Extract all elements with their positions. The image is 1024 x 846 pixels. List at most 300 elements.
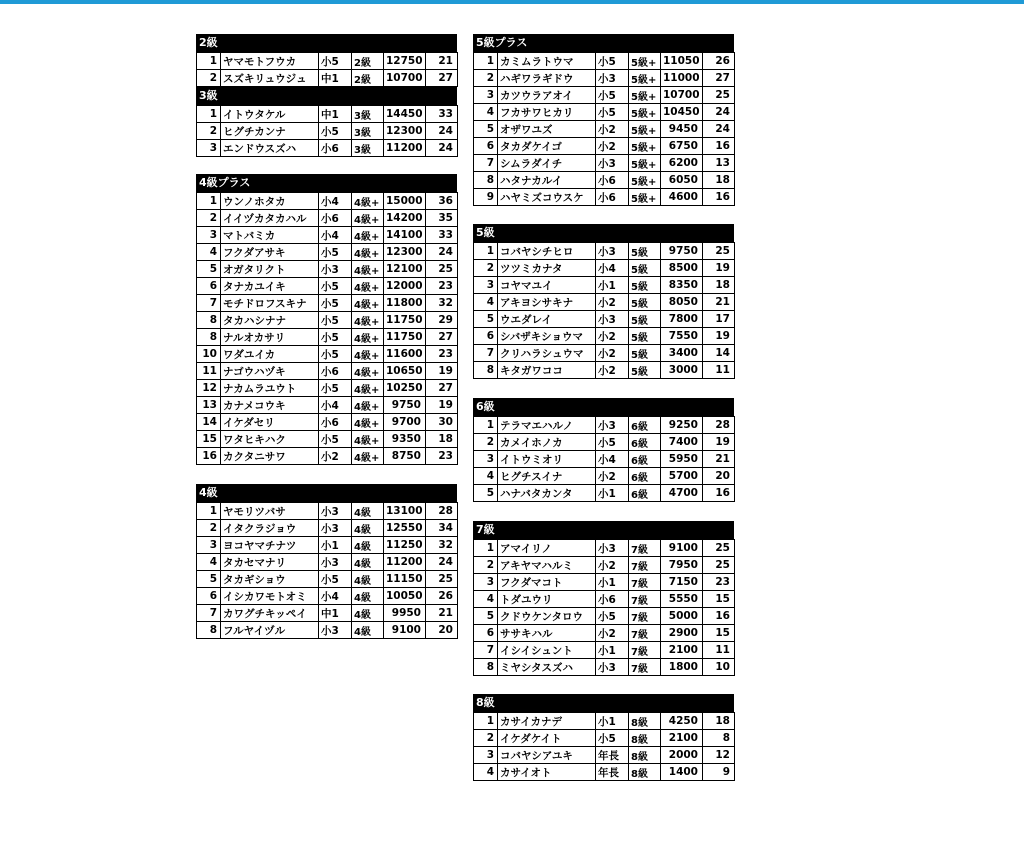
table-row (197, 622, 458, 639)
points-cell: 5700 (661, 468, 703, 485)
rank-cell: 8 (197, 329, 221, 346)
rank-cell: 4 (474, 591, 498, 608)
section-kyu5plus (473, 34, 734, 206)
level-cell: 8級 (629, 764, 661, 781)
age-cell: 33 (426, 106, 458, 123)
age-cell: 29 (426, 312, 458, 329)
name-cell: カメイホノカ (498, 434, 596, 451)
name-cell: ワタヒキハク (221, 431, 319, 448)
table-row (474, 104, 735, 121)
age-cell: 19 (426, 363, 458, 380)
name-cell: ツツミカナタ (498, 260, 596, 277)
name-cell: カサイオト (498, 764, 596, 781)
grade-cell: 中1 (319, 605, 352, 622)
table-row (474, 345, 735, 362)
section-title: 3級 (196, 87, 457, 105)
level-cell: 4級+ (352, 312, 384, 329)
name-cell: ウエダレイ (498, 311, 596, 328)
name-cell: イケダセリ (221, 414, 319, 431)
level-cell: 4級+ (352, 210, 384, 227)
name-cell: コヤマユイ (498, 277, 596, 294)
table-row (197, 431, 458, 448)
ranking-table (196, 192, 458, 465)
points-cell: 11750 (384, 329, 426, 346)
table-row (197, 537, 458, 554)
age-cell: 24 (703, 121, 735, 138)
name-cell: シバザキショウマ (498, 328, 596, 345)
name-cell: イタクラジョウ (221, 520, 319, 537)
rank-cell: 6 (197, 588, 221, 605)
level-cell: 4級 (352, 571, 384, 588)
level-cell: 4級+ (352, 329, 384, 346)
age-cell: 16 (703, 485, 735, 502)
age-cell: 24 (426, 244, 458, 261)
level-cell: 7級 (629, 642, 661, 659)
level-cell: 4級+ (352, 295, 384, 312)
table-row (197, 503, 458, 520)
level-cell: 6級 (629, 417, 661, 434)
grade-cell: 小3 (319, 622, 352, 639)
level-cell: 6級 (629, 468, 661, 485)
grade-cell: 小6 (596, 591, 629, 608)
rank-cell: 1 (197, 193, 221, 210)
section-title: 2級 (196, 34, 457, 52)
age-cell: 27 (703, 70, 735, 87)
table-row (197, 329, 458, 346)
table-row (474, 485, 735, 502)
age-cell: 21 (426, 605, 458, 622)
rank-cell: 8 (474, 659, 498, 676)
points-cell: 7800 (661, 311, 703, 328)
table-row (197, 448, 458, 465)
level-cell: 7級 (629, 625, 661, 642)
grade-cell: 小5 (319, 244, 352, 261)
level-cell: 6級 (629, 451, 661, 468)
section-title: 4級 (196, 484, 457, 502)
name-cell: テラマエハルノ (498, 417, 596, 434)
points-cell: 12100 (384, 261, 426, 278)
level-cell: 4級+ (352, 244, 384, 261)
rank-cell: 12 (197, 380, 221, 397)
age-cell: 18 (703, 172, 735, 189)
rank-cell: 3 (474, 574, 498, 591)
level-cell: 4級+ (352, 414, 384, 431)
age-cell: 23 (426, 448, 458, 465)
age-cell: 18 (703, 713, 735, 730)
age-cell: 25 (703, 540, 735, 557)
points-cell: 11250 (384, 537, 426, 554)
level-cell: 8級 (629, 713, 661, 730)
level-cell: 4級+ (352, 193, 384, 210)
name-cell: ナルオカサリ (221, 329, 319, 346)
grade-cell: 小3 (596, 243, 629, 260)
age-cell: 11 (703, 362, 735, 379)
section-title: 4級プラス (196, 174, 457, 192)
age-cell: 25 (703, 243, 735, 260)
name-cell: タカダケイゴ (498, 138, 596, 155)
points-cell: 11050 (661, 53, 703, 70)
section-title: 5級プラス (473, 34, 734, 52)
table-row (197, 261, 458, 278)
age-cell: 28 (426, 503, 458, 520)
points-cell: 1800 (661, 659, 703, 676)
grade-cell: 小3 (596, 70, 629, 87)
level-cell: 4級+ (352, 448, 384, 465)
rank-cell: 7 (197, 295, 221, 312)
name-cell: トダユウリ (498, 591, 596, 608)
level-cell: 5級+ (629, 53, 661, 70)
table-row (474, 294, 735, 311)
rank-cell: 1 (197, 503, 221, 520)
name-cell: アキヨシサキナ (498, 294, 596, 311)
points-cell: 8500 (661, 260, 703, 277)
level-cell: 5級 (629, 345, 661, 362)
age-cell: 32 (426, 295, 458, 312)
table-row (197, 414, 458, 431)
points-cell: 7950 (661, 557, 703, 574)
points-cell: 2900 (661, 625, 703, 642)
rank-cell: 6 (474, 138, 498, 155)
rank-cell: 2 (197, 70, 221, 87)
table-row (197, 346, 458, 363)
grade-cell: 小6 (319, 414, 352, 431)
grade-cell: 小6 (319, 210, 352, 227)
grade-cell: 中1 (319, 106, 352, 123)
table-row (474, 155, 735, 172)
table-row (197, 123, 458, 140)
grade-cell: 小2 (596, 362, 629, 379)
section-kyu8 (473, 694, 734, 781)
level-cell: 4級+ (352, 346, 384, 363)
table-row (197, 397, 458, 414)
name-cell: フカサワヒカリ (498, 104, 596, 121)
name-cell: イケダケイト (498, 730, 596, 747)
name-cell: ナカムラユウト (221, 380, 319, 397)
table-row (197, 210, 458, 227)
rank-cell: 10 (197, 346, 221, 363)
ranking-table (473, 416, 735, 502)
rank-cell: 8 (474, 172, 498, 189)
name-cell: エンドウスズハ (221, 140, 319, 157)
grade-cell: 小4 (319, 588, 352, 605)
rank-cell: 5 (474, 608, 498, 625)
name-cell: マトバミカ (221, 227, 319, 244)
grade-cell: 小2 (596, 121, 629, 138)
rank-cell: 2 (197, 520, 221, 537)
level-cell: 4級+ (352, 363, 384, 380)
points-cell: 5950 (661, 451, 703, 468)
section-title: 7級 (473, 521, 734, 539)
points-cell: 10250 (384, 380, 426, 397)
level-cell: 5級 (629, 294, 661, 311)
rank-cell: 5 (474, 121, 498, 138)
points-cell: 7150 (661, 574, 703, 591)
ranking-table (473, 539, 735, 676)
grade-cell: 小4 (319, 397, 352, 414)
age-cell: 19 (426, 397, 458, 414)
age-cell: 9 (703, 764, 735, 781)
age-cell: 19 (703, 434, 735, 451)
table-row (197, 227, 458, 244)
rank-cell: 3 (474, 277, 498, 294)
grade-cell: 小3 (596, 155, 629, 172)
points-cell: 3000 (661, 362, 703, 379)
grade-cell: 小5 (319, 380, 352, 397)
name-cell: ハナバタカンタ (498, 485, 596, 502)
level-cell: 4級 (352, 537, 384, 554)
points-cell: 9100 (661, 540, 703, 557)
rank-cell: 2 (197, 210, 221, 227)
points-cell: 3400 (661, 345, 703, 362)
points-cell: 11600 (384, 346, 426, 363)
table-row (474, 138, 735, 155)
rank-cell: 7 (474, 642, 498, 659)
grade-cell: 小4 (319, 227, 352, 244)
points-cell: 9700 (384, 414, 426, 431)
age-cell: 21 (426, 53, 458, 70)
table-row (474, 189, 735, 206)
name-cell: カミムラトウマ (498, 53, 596, 70)
rank-cell: 7 (474, 345, 498, 362)
age-cell: 19 (703, 328, 735, 345)
age-cell: 20 (426, 622, 458, 639)
table-row (474, 260, 735, 277)
grade-cell: 小5 (319, 123, 352, 140)
age-cell: 16 (703, 608, 735, 625)
table-row (474, 540, 735, 557)
grade-cell: 小2 (319, 448, 352, 465)
level-cell: 2級 (352, 53, 384, 70)
age-cell: 27 (426, 329, 458, 346)
name-cell: タカセマナリ (221, 554, 319, 571)
name-cell: ヒグチスイナ (498, 468, 596, 485)
level-cell: 6級 (629, 485, 661, 502)
rank-cell: 3 (197, 227, 221, 244)
age-cell: 10 (703, 659, 735, 676)
name-cell: アキヤマハルミ (498, 557, 596, 574)
table-row (474, 53, 735, 70)
points-cell: 4250 (661, 713, 703, 730)
table-row (197, 605, 458, 622)
rank-cell: 9 (474, 189, 498, 206)
name-cell: コバヤシチヒロ (498, 243, 596, 260)
rank-cell: 2 (474, 434, 498, 451)
grade-cell: 小2 (596, 557, 629, 574)
rank-cell: 3 (474, 747, 498, 764)
level-cell: 7級 (629, 540, 661, 557)
name-cell: ヤマモトフウカ (221, 53, 319, 70)
level-cell: 2級 (352, 70, 384, 87)
age-cell: 15 (703, 591, 735, 608)
points-cell: 8350 (661, 277, 703, 294)
name-cell: カナメコウキ (221, 397, 319, 414)
name-cell: ハヤミズコウスケ (498, 189, 596, 206)
points-cell: 15000 (384, 193, 426, 210)
level-cell: 8級 (629, 747, 661, 764)
age-cell: 23 (703, 574, 735, 591)
name-cell: カツウラアオイ (498, 87, 596, 104)
rank-cell: 1 (474, 540, 498, 557)
table-row (474, 468, 735, 485)
points-cell: 9250 (661, 417, 703, 434)
points-cell: 6200 (661, 155, 703, 172)
table-row (474, 713, 735, 730)
section-title: 8級 (473, 694, 734, 712)
age-cell: 11 (703, 642, 735, 659)
points-cell: 9100 (384, 622, 426, 639)
name-cell: コバヤシアユキ (498, 747, 596, 764)
age-cell: 13 (703, 155, 735, 172)
rank-cell: 3 (474, 451, 498, 468)
level-cell: 5級 (629, 260, 661, 277)
rank-cell: 2 (197, 123, 221, 140)
level-cell: 5級+ (629, 121, 661, 138)
name-cell: アマイリノ (498, 540, 596, 557)
level-cell: 5級+ (629, 138, 661, 155)
age-cell: 36 (426, 193, 458, 210)
rank-cell: 4 (474, 764, 498, 781)
name-cell: キタガワココ (498, 362, 596, 379)
age-cell: 21 (703, 451, 735, 468)
grade-cell: 小6 (596, 189, 629, 206)
age-cell: 26 (426, 588, 458, 605)
grade-cell: 小6 (319, 363, 352, 380)
right-column (473, 34, 734, 781)
name-cell: ササキハル (498, 625, 596, 642)
rank-cell: 2 (474, 557, 498, 574)
rank-cell: 1 (474, 53, 498, 70)
age-cell: 16 (703, 189, 735, 206)
points-cell: 2100 (661, 642, 703, 659)
age-cell: 15 (703, 625, 735, 642)
age-cell: 18 (703, 277, 735, 294)
grade-cell: 中1 (319, 70, 352, 87)
level-cell: 5級+ (629, 70, 661, 87)
table-row (474, 591, 735, 608)
grade-cell: 年長 (596, 747, 629, 764)
grade-cell: 小5 (319, 295, 352, 312)
level-cell: 5級 (629, 362, 661, 379)
age-cell: 34 (426, 520, 458, 537)
age-cell: 16 (703, 138, 735, 155)
grade-cell: 小4 (596, 451, 629, 468)
grade-cell: 小5 (319, 53, 352, 70)
points-cell: 5550 (661, 591, 703, 608)
points-cell: 7550 (661, 328, 703, 345)
section-title: 5級 (473, 224, 734, 242)
rank-cell: 6 (474, 328, 498, 345)
rank-cell: 2 (474, 70, 498, 87)
grade-cell: 小5 (596, 104, 629, 121)
grade-cell: 小3 (319, 503, 352, 520)
grade-cell: 小1 (319, 537, 352, 554)
grade-cell: 小2 (596, 625, 629, 642)
name-cell: イシカワモトオミ (221, 588, 319, 605)
points-cell: 6050 (661, 172, 703, 189)
level-cell: 4級+ (352, 431, 384, 448)
age-cell: 25 (426, 261, 458, 278)
name-cell: ミヤシタスズハ (498, 659, 596, 676)
level-cell: 7級 (629, 574, 661, 591)
level-cell: 4級 (352, 588, 384, 605)
age-cell: 18 (426, 431, 458, 448)
points-cell: 9750 (661, 243, 703, 260)
level-cell: 7級 (629, 557, 661, 574)
name-cell: ヨコヤマチナツ (221, 537, 319, 554)
grade-cell: 小3 (319, 261, 352, 278)
rank-cell: 4 (474, 468, 498, 485)
points-cell: 1400 (661, 764, 703, 781)
name-cell: カサイカナデ (498, 713, 596, 730)
age-cell: 24 (426, 554, 458, 571)
table-row (474, 243, 735, 260)
name-cell: フクダマコト (498, 574, 596, 591)
name-cell: クリハラシュウマ (498, 345, 596, 362)
grade-cell: 小5 (596, 608, 629, 625)
age-cell: 27 (426, 380, 458, 397)
name-cell: スズキリュウジュ (221, 70, 319, 87)
points-cell: 10700 (661, 87, 703, 104)
rank-cell: 3 (474, 87, 498, 104)
table-row (474, 659, 735, 676)
name-cell: シムラダイチ (498, 155, 596, 172)
grade-cell: 小1 (596, 277, 629, 294)
section-kyu6 (473, 398, 734, 502)
level-cell: 3級 (352, 140, 384, 157)
grade-cell: 小5 (319, 346, 352, 363)
table-row (474, 121, 735, 138)
points-cell: 10050 (384, 588, 426, 605)
grade-cell: 小1 (596, 713, 629, 730)
grade-cell: 小2 (596, 294, 629, 311)
points-cell: 9950 (384, 605, 426, 622)
grade-cell: 小5 (319, 278, 352, 295)
points-cell: 9450 (661, 121, 703, 138)
level-cell: 4級 (352, 622, 384, 639)
grade-cell: 小5 (319, 431, 352, 448)
points-cell: 11150 (384, 571, 426, 588)
rank-cell: 5 (197, 261, 221, 278)
rank-cell: 13 (197, 397, 221, 414)
age-cell: 32 (426, 537, 458, 554)
table-row (197, 571, 458, 588)
points-cell: 7400 (661, 434, 703, 451)
level-cell: 4級+ (352, 397, 384, 414)
grade-cell: 小3 (596, 540, 629, 557)
rank-cell: 4 (197, 554, 221, 571)
points-cell: 5000 (661, 608, 703, 625)
level-cell: 4級+ (352, 227, 384, 244)
level-cell: 3級 (352, 123, 384, 140)
age-cell: 19 (703, 260, 735, 277)
age-cell: 12 (703, 747, 735, 764)
ranking-table (473, 52, 735, 206)
points-cell: 14450 (384, 106, 426, 123)
rank-cell: 1 (197, 53, 221, 70)
rank-cell: 6 (474, 625, 498, 642)
level-cell: 7級 (629, 591, 661, 608)
grade-cell: 年長 (596, 764, 629, 781)
rank-cell: 16 (197, 448, 221, 465)
points-cell: 12550 (384, 520, 426, 537)
rank-cell: 15 (197, 431, 221, 448)
rank-cell: 5 (474, 485, 498, 502)
table-row (197, 244, 458, 261)
table-row (474, 362, 735, 379)
rank-cell: 4 (474, 104, 498, 121)
age-cell: 20 (703, 468, 735, 485)
level-cell: 5級+ (629, 87, 661, 104)
